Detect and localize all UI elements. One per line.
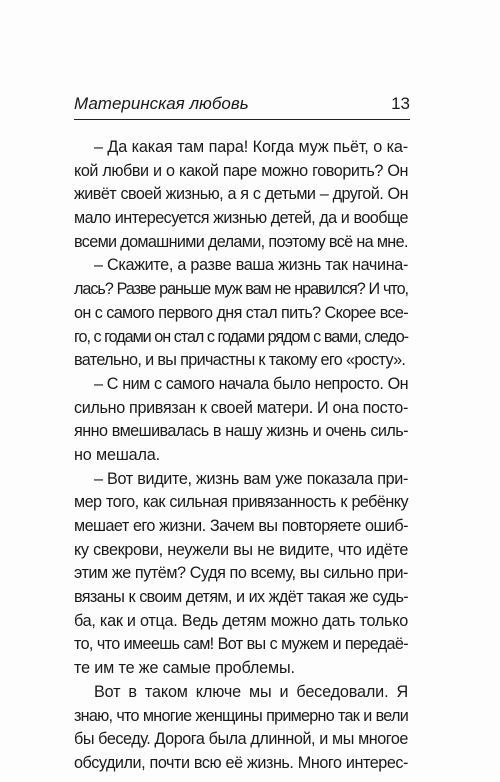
text-line: живёт своей жизнью, а я с детьми – другой. Он <box>74 185 408 204</box>
text-line: янно вмешивалась в нашу жизнь и очень силь- <box>74 422 408 441</box>
text-line: го, с годами он стал с годами рядом с вами, следо- <box>74 327 408 346</box>
text-line: кой любви и о какой паре можно говорить? Он <box>74 161 408 180</box>
text-line: обсудили, почти всю её жизнь. Много интерес- <box>74 753 408 772</box>
text-line: Вот в таком ключе мы и беседовали. Я <box>94 682 408 701</box>
text-line: то, что имеешь сам! Вот вы с мужем и передаё- <box>74 635 408 654</box>
text-line: ба, как и отца. Ведь детям можно дать только <box>74 611 409 630</box>
running-header <box>74 94 410 118</box>
text-line: знаю, что многие женщины примерно так и вели <box>74 706 408 725</box>
text-line: всеми домашними делами, поэтому всё на мне. <box>74 232 408 251</box>
chapter-title: Материнская любовь <box>74 94 249 113</box>
text-line: – Вот видите, жизнь вам уже показала при- <box>94 469 408 488</box>
text-line: он с самого первого дня стал пить? Скорее все- <box>74 303 408 322</box>
text-line: лась? Разве раньше муж вам не нравился? И что, <box>74 280 408 299</box>
text-line: ку свекрови, неужели вы не видите, что идёте <box>74 540 408 559</box>
text-line: мешает его жизни. Зачем вы повторяете ошиб- <box>74 517 408 535</box>
body-text <box>74 136 408 776</box>
text-line: бы беседу. Дорога была длинной, и мы многое <box>74 730 408 749</box>
text-line: мало интересуется жизнью детей, да и вообще <box>74 209 408 228</box>
page-number: 13 <box>391 94 410 113</box>
text-line: вязаны к своим детям, и их ждёт такая же судь- <box>74 588 408 607</box>
text-line: сильно привязан к своей матери. И она посто- <box>74 398 408 417</box>
header-rule <box>74 119 410 120</box>
text-line: – С ним с самого начала было непросто. Он <box>94 374 408 393</box>
text-line: но мешала. <box>74 445 161 464</box>
text-line: те им те же самые проблемы. <box>74 659 295 678</box>
text-line: этим же путём? Судя по всему, вы сильно при- <box>74 564 408 583</box>
text-line: – Скажите, а разве ваша жизнь так начина- <box>94 256 408 275</box>
text-line: мер того, как сильная привязанность к ребёнку <box>74 493 408 512</box>
text-line: – Да какая там пара! Когда муж пьёт, о ка- <box>94 138 408 156</box>
text-line: вательно, и вы причастны к такому его «росту». <box>74 351 406 370</box>
